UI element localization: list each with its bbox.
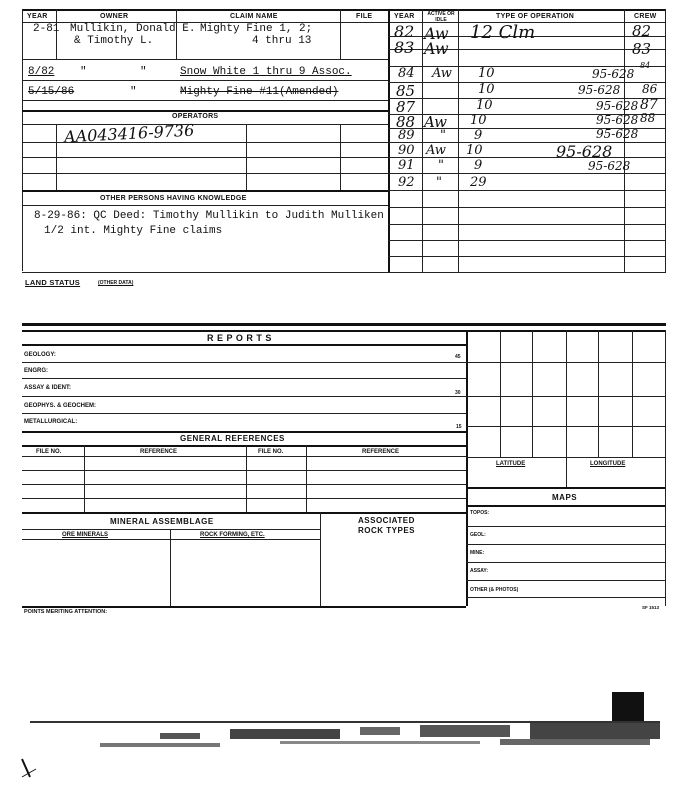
header-crew: CREW xyxy=(634,13,657,20)
reports-top-line xyxy=(22,330,666,332)
points-meriting-attention-label: POINTS MERITING ATTENTION: xyxy=(24,609,108,615)
ops-crew-84: 84 xyxy=(640,61,651,70)
ops-type-82: 12 Clm xyxy=(470,22,536,43)
other-persons-top-line xyxy=(22,190,388,192)
ops-crew-82: 82 xyxy=(632,22,652,40)
reports-title-line xyxy=(22,344,466,346)
owner-row-1-year: 2-81 xyxy=(33,23,60,35)
maps-title: MAPS xyxy=(552,493,578,502)
maps-top-line xyxy=(466,487,665,489)
report-assay-num: 30 xyxy=(455,390,461,396)
ops-row-line-14 xyxy=(388,240,665,241)
ops-row-line-10 xyxy=(388,173,665,174)
reports-top-thick-line xyxy=(22,323,666,326)
reports-title: R E P O R T S xyxy=(207,333,272,343)
owner-row-3-owner: " xyxy=(80,66,87,78)
general-refs-line-4 xyxy=(22,498,466,499)
ops-year-82: 82 xyxy=(394,22,415,41)
ops-crew-85: 86 xyxy=(642,82,658,96)
maps-title-line xyxy=(466,505,665,507)
maps-geol: GEOL: xyxy=(470,532,486,538)
owner-row-line-2 xyxy=(22,80,388,81)
ops-status-91: " xyxy=(438,158,444,173)
ops-type-92: 29 xyxy=(470,175,487,190)
ops-status-84: Aw xyxy=(432,66,452,81)
general-refs-col-line-3 xyxy=(306,445,307,512)
header-year: YEAR xyxy=(27,13,48,20)
report-geology-num: 45 xyxy=(455,354,461,360)
ops-crew-88: 88 xyxy=(640,111,656,125)
grid-col-2 xyxy=(532,330,533,457)
ops-year-83: 83 xyxy=(394,38,415,57)
ops-status-83: Aw xyxy=(424,39,449,58)
owner-row-3-claim: Snow White 1 thru 9 Assoc. xyxy=(180,66,352,78)
mineral-col-divider xyxy=(170,529,171,606)
operators-row-line-1 xyxy=(22,142,388,143)
report-geology-label: GEOLOGY: xyxy=(24,352,56,358)
ops-status-88: Aw xyxy=(424,113,447,131)
header-owner: OWNER xyxy=(100,13,129,20)
form-number: SF 1513 xyxy=(642,605,660,610)
other-persons-line xyxy=(22,205,388,206)
ops-year-84: 84 xyxy=(398,66,415,81)
operators-line xyxy=(22,124,388,125)
general-refs-col-line-1 xyxy=(84,445,85,512)
grid-col-3 xyxy=(566,330,567,487)
ops-year-91: 91 xyxy=(398,158,415,173)
mineral-assemblage-title: MINERAL ASSEMBLAGE xyxy=(110,517,214,526)
ops-type-91: 9 xyxy=(474,158,483,173)
report-line-4 xyxy=(22,413,466,414)
ops-row-line-4 xyxy=(388,82,665,83)
ops-crew-87: 87 xyxy=(640,97,658,113)
maps-line-3 xyxy=(466,562,665,563)
ops-type-89: 9 xyxy=(474,128,483,143)
mineral-bottom-line xyxy=(22,606,466,608)
land-status-sub: (OTHER DATA) xyxy=(98,280,134,286)
header-file: FILE xyxy=(356,13,373,20)
operators-value: AA043416-9736 xyxy=(63,120,195,147)
ops-status-89: " xyxy=(440,128,446,143)
ops-row-line-15 xyxy=(388,256,665,257)
ops-file-84: 95-628 xyxy=(592,67,635,81)
report-line-2 xyxy=(22,378,466,379)
associated-rock-types-line-1: ASSOCIATED xyxy=(358,516,415,525)
general-refs-title-line xyxy=(22,445,466,447)
ops-status-82: Aw xyxy=(424,24,449,43)
reports-right-divider xyxy=(466,330,468,606)
claim-col-line xyxy=(340,9,341,59)
rock-forming-label: ROCK FORMING, ETC. xyxy=(200,532,265,538)
ops-row-line-13 xyxy=(388,224,665,225)
owner-row-2-claim: 4 thru 13 xyxy=(252,35,312,47)
grid-col-1 xyxy=(500,330,501,457)
ops-file-87: 95-628 xyxy=(596,99,639,113)
header-type-of-operation: TYPE OF OPERATION xyxy=(496,13,575,20)
ops-type-88: 10 xyxy=(470,113,487,128)
maps-other: OTHER (& PHOTOS) xyxy=(470,587,519,593)
grid-row-2 xyxy=(466,396,665,397)
report-line-3 xyxy=(22,396,466,397)
grid-col-5 xyxy=(632,330,633,457)
right-border xyxy=(665,9,666,273)
operators-label: OPERATORS xyxy=(172,113,219,120)
ops-file-85: 95-628 xyxy=(578,83,621,97)
longitude-label: LONGITUDE xyxy=(590,461,626,467)
maps-line-4 xyxy=(466,580,665,581)
operators-top-line xyxy=(22,110,388,112)
general-refs-col-ref-1: REFERENCE xyxy=(140,449,178,455)
top-border xyxy=(22,9,666,11)
general-refs-col-file-2: FILE NO. xyxy=(258,449,284,455)
ops-file-91: 95-628 xyxy=(588,159,631,173)
ops-type-90: 10 xyxy=(466,143,483,158)
report-assay-label: ASSAY & IDENT: xyxy=(24,385,72,391)
owner-row-1-claim: Mighty Fine 1, 2; xyxy=(200,23,313,35)
scan-noise-band xyxy=(0,715,678,795)
other-persons-label: OTHER PERSONS HAVING KNOWLEDGE xyxy=(100,195,247,202)
ops-file-88: 95-628 xyxy=(596,113,639,127)
header-claim-name: CLAIM NAME xyxy=(230,13,278,20)
ops-year-92: 92 xyxy=(398,175,415,190)
owner-row-4-claim: Mighty Fine #11(Amended) xyxy=(180,86,339,98)
ops-type-85: 10 xyxy=(478,82,495,97)
maps-line-2 xyxy=(466,544,665,545)
ops-year-87: 87 xyxy=(396,98,416,116)
associated-rock-types-line-2: ROCK TYPES xyxy=(358,526,416,535)
report-line-1 xyxy=(22,362,466,363)
report-engrg-label: ENGRG: xyxy=(24,368,48,374)
ops-crew-83: 83 xyxy=(632,40,652,58)
operators-row-line-2 xyxy=(22,157,388,158)
general-refs-col-line-2 xyxy=(246,445,247,512)
maps-mine: MINE: xyxy=(470,550,485,556)
owner-row-4-owner: " xyxy=(130,86,137,98)
owner-row-3-ditto: " xyxy=(140,66,147,78)
report-metallurgical-label: METALLURGICAL: xyxy=(24,419,78,425)
top-table-bottom-line xyxy=(22,272,666,273)
mineral-title-line xyxy=(22,529,320,530)
general-refs-line-3 xyxy=(22,484,466,485)
ops-row-line-11 xyxy=(388,190,665,191)
operators-row-line-3 xyxy=(22,173,388,174)
ops-type-87: 10 xyxy=(476,98,493,113)
general-refs-top-line xyxy=(22,431,466,433)
ops-type-84: 10 xyxy=(478,66,495,81)
grid-row-1 xyxy=(466,362,665,363)
mineral-top-line xyxy=(22,512,466,514)
grid-row-3 xyxy=(466,426,665,427)
general-refs-col-file-1: FILE NO. xyxy=(36,449,62,455)
maps-line-1 xyxy=(466,526,665,527)
general-refs-line-2 xyxy=(22,470,466,471)
owner-row-3-year: 8/82 xyxy=(28,66,55,78)
ops-status-92: " xyxy=(436,175,442,190)
general-refs-title: GENERAL REFERENCES xyxy=(180,434,285,443)
ops-file-90: 95-628 xyxy=(556,142,613,161)
maps-topos: TOPOS: xyxy=(470,510,490,516)
report-geophys-label: GEOPHYS. & GEOCHEM: xyxy=(24,403,97,409)
owner-row-line-1 xyxy=(22,59,388,60)
latitude-label: LATITUDE xyxy=(496,461,526,467)
header-year-2: YEAR xyxy=(394,13,415,20)
ops-year-85: 85 xyxy=(396,82,416,100)
maps-assay: ASSAY: xyxy=(470,568,489,574)
owner-row-4-year: 5/15/86 xyxy=(28,86,75,98)
owner-row-line-3 xyxy=(22,100,388,101)
ore-minerals-label: ORE MINERALS xyxy=(62,532,109,538)
grid-right-border xyxy=(665,330,666,606)
other-persons-line-2: 1/2 int. Mighty Fine claims xyxy=(44,225,223,237)
general-refs-line-1 xyxy=(22,456,466,457)
other-persons-line-1: 8-29-86: QC Deed: Timothy Mullikin to Judith Mulliken xyxy=(34,210,384,222)
ops-year-90: 90 xyxy=(398,143,415,158)
ops-file-89: 95-628 xyxy=(596,127,639,141)
left-border xyxy=(22,9,23,271)
general-refs-col-ref-2: REFERENCE xyxy=(362,449,400,455)
grid-col-4 xyxy=(598,330,599,457)
land-status-label: LAND STATUS xyxy=(25,278,81,287)
ops-row-line-12 xyxy=(388,207,665,208)
ops-year-88: 88 xyxy=(396,113,416,131)
ops-year-89: 89 xyxy=(398,128,415,143)
owner-row-1-owner: Mullikin, Donald E. xyxy=(70,23,196,35)
report-metallurgical-num: 15 xyxy=(456,424,462,430)
ops-status-90: Aw xyxy=(426,143,446,158)
mineral-col-line xyxy=(22,539,320,540)
maps-line-5 xyxy=(466,597,665,598)
grid-row-4 xyxy=(466,457,665,458)
header-active-idle: ACTIVE OR IDLE xyxy=(427,11,455,23)
owner-row-2-owner: & Timothy L. xyxy=(74,35,154,47)
mineral-rock-divider xyxy=(320,512,321,606)
